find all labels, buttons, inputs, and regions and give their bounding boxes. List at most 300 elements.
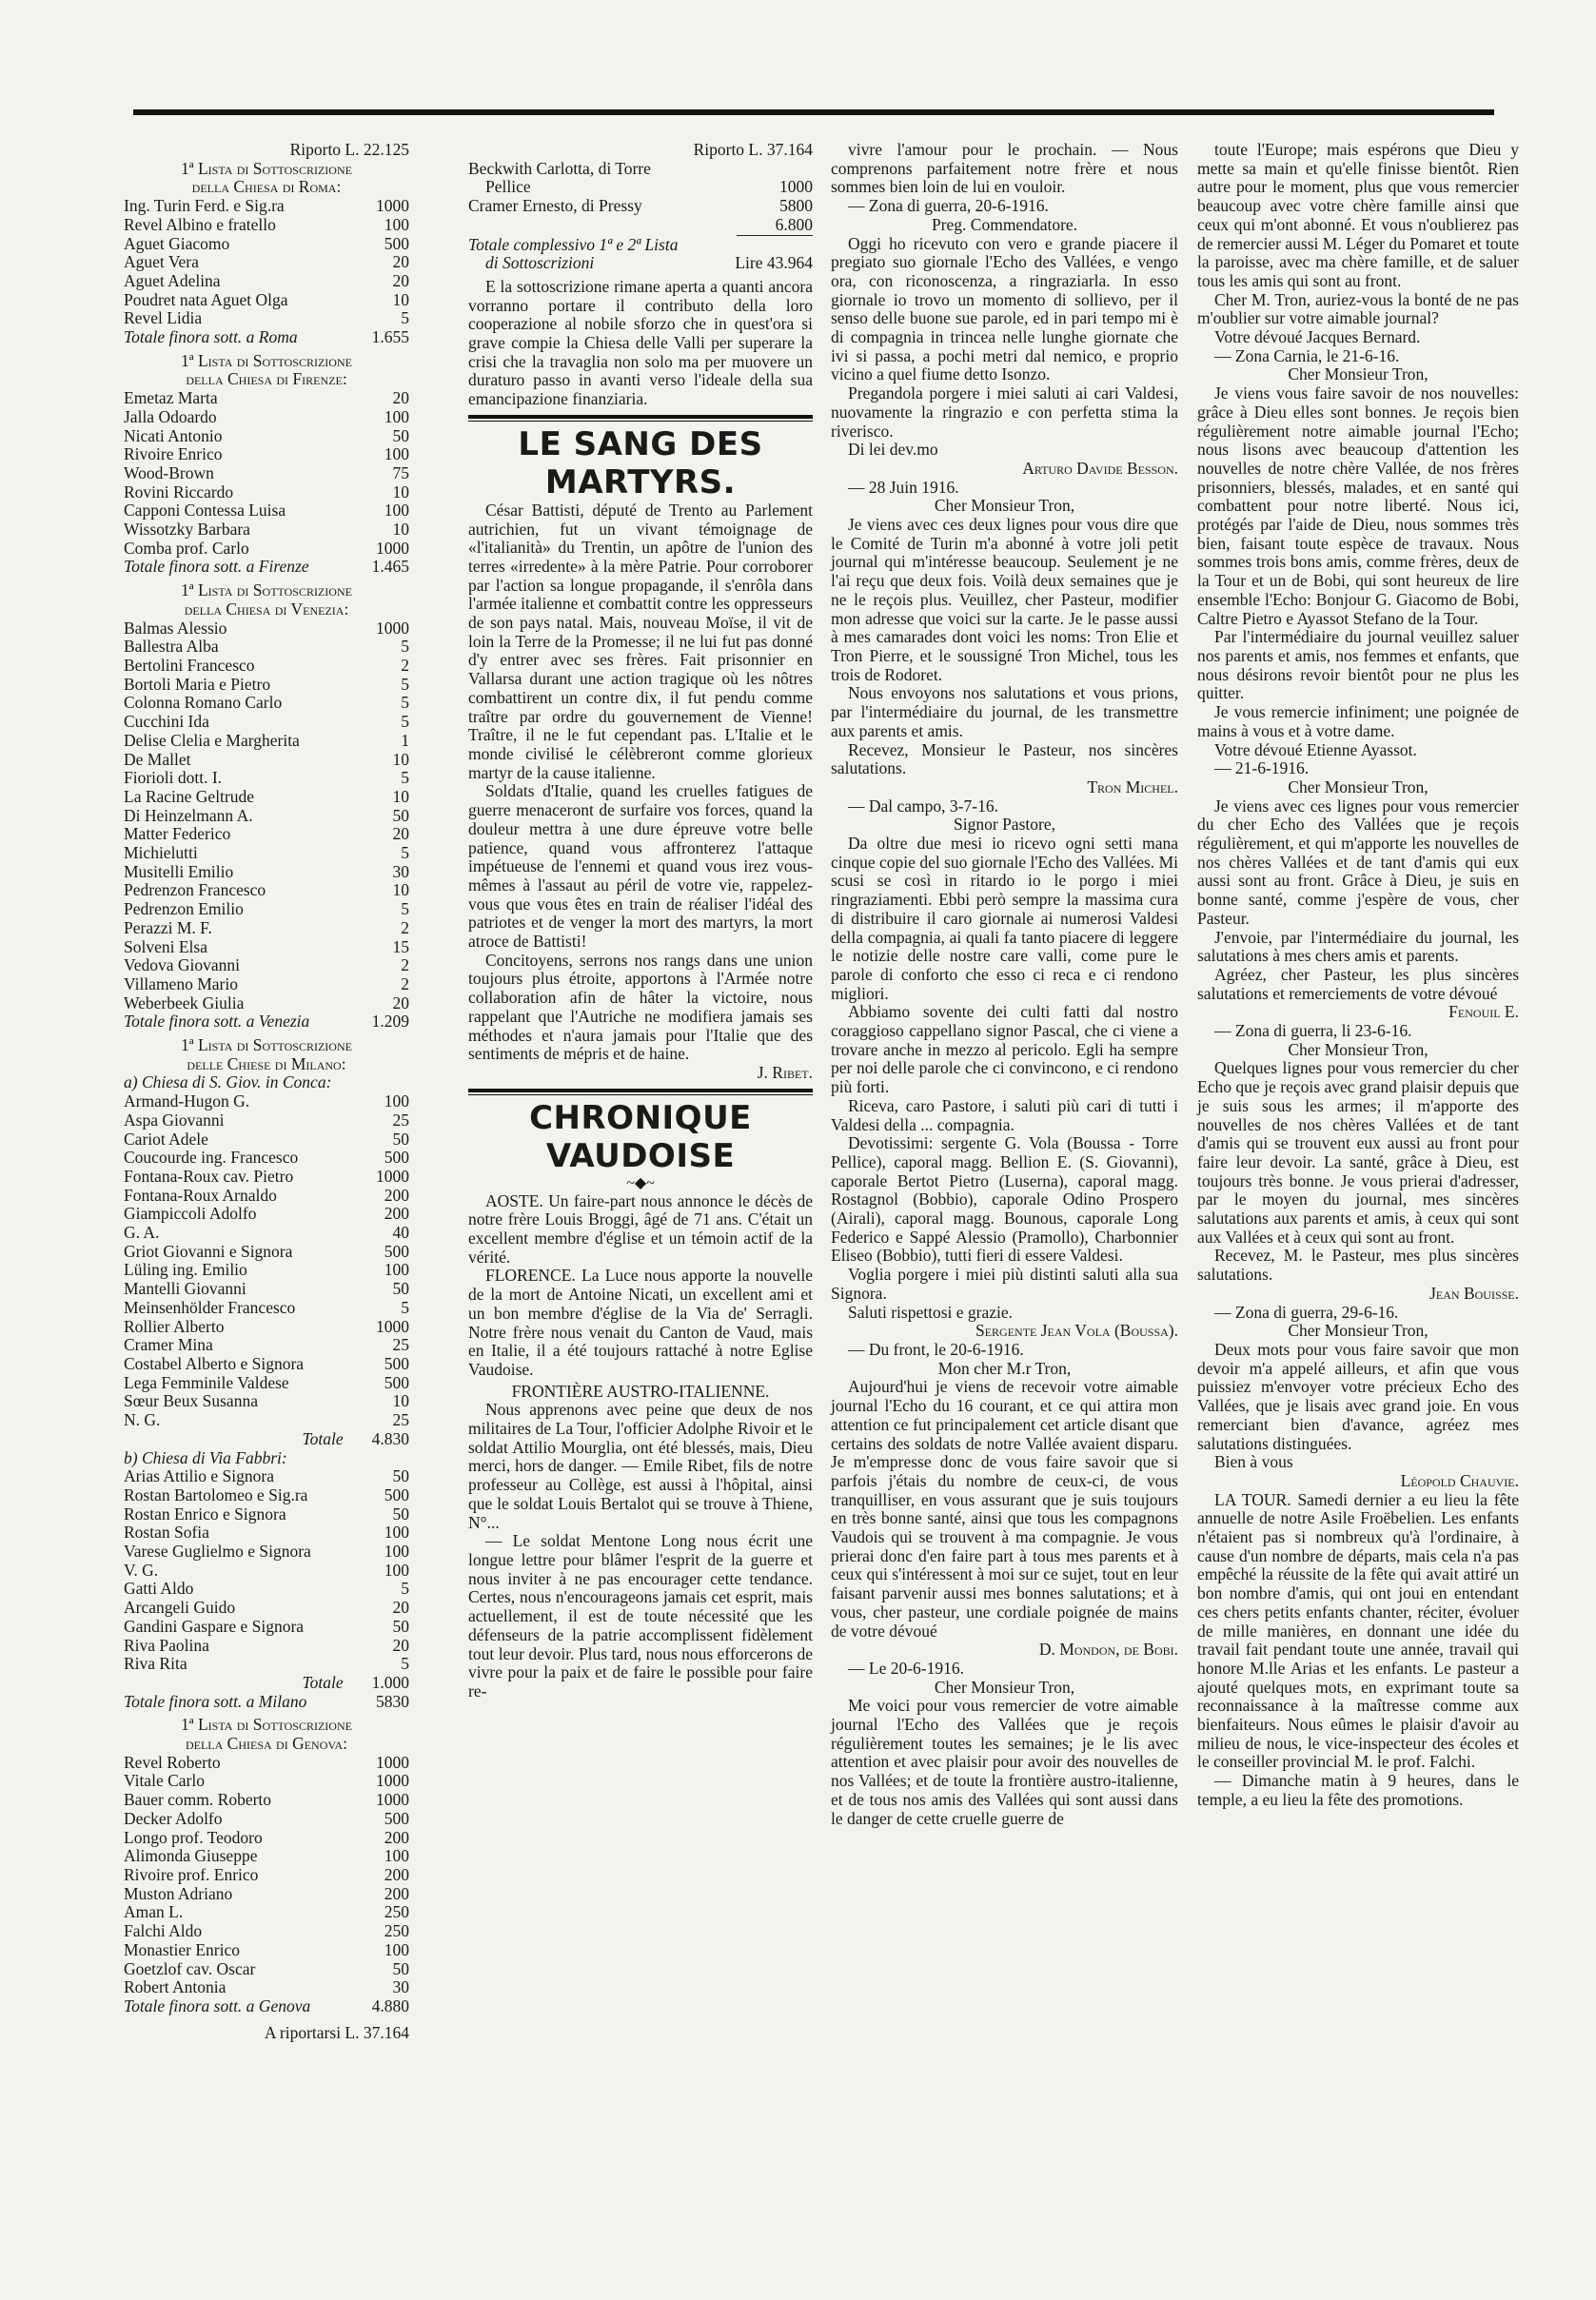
donor-name: Bortoli Maria e Pietro [124, 674, 271, 694]
total-value: 1.465 [371, 557, 409, 577]
sub-church-b: b) Chiesa di Via Fabbri: [124, 1447, 287, 1467]
letter-line: — Dimanche matin à 9 heures, dans le temple, a eu lieu la fête des promotions. [1197, 1771, 1519, 1809]
letter-line: Cher Monsieur Tron, [934, 1677, 1075, 1697]
letter-line: — Le 20-6-1916. [848, 1658, 964, 1678]
donor-name: Mantelli Giovanni [124, 1279, 246, 1299]
subscription-row [124, 769, 409, 788]
donation-amount: 10 [392, 289, 409, 309]
donor-name: Pellice [485, 177, 531, 197]
donation-amount: 5 [401, 843, 409, 863]
donor-name: Pedrenzon Emilio [124, 899, 244, 919]
donor-name: Comba prof. Carlo [124, 538, 249, 558]
letter-line: Abbiamo sovente dei culti fatti dal nostro coraggioso cappellano signor Pascal, che ci viene a trovare anche in mezzo al pericolo. Egli ha sempre per noi delle parole che ci convincono, e ci rendono più forti. [831, 1002, 1178, 1097]
subscription-row [124, 464, 409, 483]
subscription-row [124, 619, 409, 639]
donor-name: Capponi Contessa Luisa [124, 501, 286, 521]
donation-amount: 100 [384, 1542, 409, 1562]
subscription-row [468, 160, 813, 179]
letter-line: — Dal campo, 3-7-16. [848, 796, 998, 816]
subscription-row [124, 1299, 409, 1318]
donation-amount: 100 [384, 1560, 409, 1580]
donation-amount: 25 [392, 1110, 409, 1130]
donation-amount: 500 [384, 1148, 409, 1168]
letter-line: — Zona di guerra, 29-6-16. [1214, 1302, 1399, 1322]
letter-line: Cher Monsieur Tron, [1288, 1039, 1429, 1059]
donation-amount: 50 [392, 425, 409, 445]
paragraph: FLORENCE. La Luce nous apporte la nouvelle de la mort de Antoine Nicati, un excellent ami et un bon membre d'église de la Via de' Serragli. Notre frère nous venait du Canton de Vaud, mais en Italie, il a été toujours rattaché à notre Eglise Vaudoise. [468, 1266, 813, 1379]
donor-name: Gatti Aldo [124, 1579, 194, 1599]
donor-name: Lüling ing. Emilio [124, 1260, 247, 1280]
sang-signature: J. Ribet. [757, 1062, 813, 1082]
subscription-row [124, 540, 409, 559]
letter-line: Recevez, M. le Pasteur, mes plus sincères salutations. [1197, 1246, 1519, 1285]
donor-name: La Racine Geltrude [124, 786, 255, 806]
letter-line: Cher M. Tron, auriez-vous la bonté de ne pas m'oublier sur votre aimable journal? [1197, 289, 1519, 328]
letter-line: Mon cher M.r Tron, [937, 1358, 1072, 1378]
donor-name: Pedrenzon Francesco [124, 880, 266, 900]
frontiere-title: FRONTIÈRE AUSTRO-ITALIENNE. [511, 1381, 770, 1401]
donation-amount: 200 [384, 1185, 409, 1205]
subscription-row [124, 1618, 409, 1637]
donor-name: Meinsenhölder Francesco [124, 1297, 296, 1317]
donation-amount: 500 [384, 1354, 409, 1373]
subscription-row [124, 1392, 409, 1411]
letter-line: Recevez, Monsieur le Pasteur, nos sincères salutations. [831, 739, 1178, 778]
donation-amount: 100 [384, 1091, 409, 1111]
list-title: 1ª Lista di Sottoscrizione [181, 350, 352, 370]
list-title: 1ª Lista di Sottoscrizione [181, 580, 352, 600]
list-total [124, 1012, 409, 1032]
donation-amount: 1000 [779, 177, 813, 197]
donation-amount: 50 [392, 1466, 409, 1486]
donor-name: Poudret nata Aguet Olga [124, 289, 288, 309]
total-label: Totale [302, 1672, 344, 1692]
subscription-row [468, 178, 813, 197]
letter-line: Me voici pour vous remercier de votre aimable journal l'Echo des Vallées que je reçois régulièrement toutes les semaines; je le lis avec attention et avec plaisir pour avoir des nouvelles de nos Vallées; et de toute la frontière austro-italienne, et de tous nos amis des Vallées qui sont aussi dans le danger de cette cruelle guerre de [831, 1696, 1178, 1828]
donation-amount: 10 [392, 749, 409, 769]
sang-body [468, 501, 813, 1064]
donor-name: Emetaz Marta [124, 388, 218, 408]
subscription-row [124, 713, 409, 732]
subscription-row [124, 1903, 409, 1922]
subscription-row [124, 956, 409, 975]
list-total [124, 1430, 409, 1449]
list-church: della Chiesa di Venezia: [184, 599, 349, 619]
subscription-row [124, 1187, 409, 1206]
donor-name: Wissotzky Barbara [124, 520, 250, 540]
paragraph: AOSTE. Un faire-part nous annonce le décès de notre frère Louis Broggi, âgé de 71 ans. C'était un excellent membre d'église et un témoin actif de la vérité. [468, 1190, 813, 1267]
letter-line: Da oltre due mesi io ricevo ogni setti mana cinque copie del suo giornale l'Echo des Vallées. Mi scusi se così in ritardo io le porgo i miei ringraziamenti. Ebbi però sempre la massima cura di distribuire il caro giornale ai numerosi Valdesi della compagnia, ai quali fa tanto piacere di leggere le notizie delle nostre care valli, come pure le parole di conforto che esso ci reca e ci rendono migliori. [831, 834, 1178, 1003]
subscription-row [124, 253, 409, 272]
donor-name: Jalla Odoardo [124, 406, 217, 426]
subscription-row [124, 900, 409, 919]
donor-name: Costabel Alberto e Signora [124, 1354, 305, 1373]
donation-amount: 50 [392, 1616, 409, 1636]
total-label: Totale finora sott. a Venezia [124, 1012, 310, 1032]
paragraph: Soldats d'Italie, quand les cruelles fatigues de guerre menaceront de surfaire vos forces, quand la douleur mettra à une dure épreuve votre belle patience, quand vous affronterez l'attaque impétueuse de l'ennemi et quand vous irez vous-mêmes à l'assaut au péril de votre vie, rappelez-vous que vous êtes en train de réaliser l'idéal des patriotes et de venger la mort des martyrs, la mort atroce de Battisti! [468, 781, 813, 952]
donation-amount: 10 [392, 520, 409, 540]
subscription-row [124, 1111, 409, 1130]
donor-name: Aguet Vera [124, 252, 199, 272]
donation-amount: 5800 [779, 196, 813, 216]
subscription-row [124, 521, 409, 540]
donation-amount: 5 [401, 1579, 409, 1599]
letter-line: Votre dévoué Jacques Bernard. [1214, 327, 1421, 347]
subscription-row [124, 309, 409, 328]
subscription-row [124, 1754, 409, 1773]
letter-line: Pregandola porgere i miei saluti ai cari Valdesi, nuovamente la ringrazio e con perfetta stima la riverisco. [831, 383, 1178, 441]
donor-name: Michielutti [124, 843, 198, 863]
donor-name: Perazzi M. F. [124, 917, 212, 937]
subscription-row [124, 1318, 409, 1337]
donor-name: G. A. [124, 1223, 160, 1243]
ornament: ~◆~ [626, 1174, 655, 1191]
donor-name: Aman L. [124, 1902, 184, 1922]
total-value: 1.000 [371, 1672, 409, 1692]
donation-amount: 200 [384, 1883, 409, 1903]
donor-name: Giampiccoli Adolfo [124, 1204, 257, 1224]
donation-amount: 200 [384, 1204, 409, 1224]
list-total [124, 558, 409, 577]
donor-name: Longo prof. Teodoro [124, 1827, 263, 1847]
subscription-row [124, 751, 409, 770]
subscription-row [124, 1280, 409, 1299]
letter-line: Signor Pastore, [954, 815, 1055, 835]
donation-amount: 5 [401, 899, 409, 919]
donor-name: Robert Antonia [124, 1977, 227, 1997]
letter-line: Voglia porgere i miei più distinti saluti alla sua Signora. [831, 1265, 1178, 1303]
donor-name: Cariot Adele [124, 1129, 208, 1149]
donation-amount: 500 [384, 1484, 409, 1504]
donor-name: Fiorioli dott. I. [124, 768, 223, 788]
subscription-row [124, 197, 409, 216]
donor-name: Ballestra Alba [124, 637, 219, 657]
subscription-row [124, 1922, 409, 1941]
subscription-row [124, 1791, 409, 1810]
subscription-row [124, 1355, 409, 1374]
donor-name: Ing. Turin Ferd. e Sig.ra [124, 196, 285, 216]
donor-name: Villameno Mario [124, 973, 238, 993]
subscription-row [124, 1810, 409, 1829]
donation-amount: 20 [392, 252, 409, 272]
donation-amount: 1000 [376, 618, 409, 638]
donation-amount: 10 [392, 482, 409, 501]
letter-line: Je viens vous faire savoir de nos nouvelles: grâce à Dieu elles sont bonnes. Je reçois bien régulièrement notre aimable journal l'Echo; nous lisons avec beaucoup d'attention les nouvelles de notre chère Vallée, de nos frères prisonniers, blessés, malades, et en santé qui combattent pour notre liberté. Nous ici, protégés par l'aide de Dieu, nous sommes très bien, faisant toute espèce de travaux. Nous sommes trois bons amis, comme frères, deux de la Tour et un de Bobi, qui sont heureux de lire ensemble l'Echo: Bonjour G. Giacomo de Bobi, Caltre Pietro e Ayassot Stefano de la Tour. [1197, 383, 1519, 628]
donor-name: Rivoire prof. Enrico [124, 1864, 259, 1884]
letter-line: Je viens avec ces lignes pour vous remercier du cher Echo des Vallées que je reçois régulièrement, et qui m'apporte les nouvelles de nos chères Vallées et de tant d'amis qui eux aussi sont au front. Grâce à Dieu, je suis en bonne santé, comme j'espère de vous, cher Pasteur. [1197, 796, 1519, 928]
total-label: Totale finora sott. a Genova [124, 1995, 311, 2015]
donor-name: Rostan Enrico e Signora [124, 1504, 286, 1524]
donor-name: Delise Clelia e Margherita [124, 730, 300, 750]
donation-amount: 20 [392, 993, 409, 1012]
donor-name: Lega Femminile Valdese [124, 1372, 289, 1392]
donor-name: Weberbeek Giulia [124, 993, 245, 1012]
donation-amount: 1000 [376, 1166, 409, 1186]
donor-name: Bauer comm. Roberto [124, 1790, 272, 1810]
letter-line: Jean Bouisse. [1429, 1283, 1519, 1303]
donation-amount: 250 [384, 1902, 409, 1922]
subscription-row [124, 389, 409, 408]
letter-line: Riceva, caro Pastore, i saluti più cari di tutti i Valdesi della ... compagnia. [831, 1095, 1178, 1134]
subscription-row [124, 445, 409, 464]
subscription-row [124, 1524, 409, 1543]
donation-amount: 25 [392, 1410, 409, 1430]
donor-name: Revel Roberto [124, 1752, 221, 1772]
chronique-body [468, 1192, 813, 1380]
letter-line: Tron Michel. [1087, 776, 1178, 796]
donor-name: Decker Adolfo [124, 1808, 223, 1828]
donation-amount: 500 [384, 1808, 409, 1828]
col2-rows [468, 160, 813, 216]
letter-line: Fenouil E. [1448, 1002, 1519, 1022]
donation-amount: 20 [392, 824, 409, 844]
subscription-row [124, 694, 409, 713]
letter-line: — Zona di guerra, li 23-6-16. [1214, 1021, 1412, 1041]
donation-amount: 50 [392, 1504, 409, 1524]
a-riportarsi: A riportarsi L. 37.164 [264, 2022, 409, 2042]
letter-line: Je vous remercie infiniment; une poignée de mains à vous et à votre dame. [1197, 702, 1519, 740]
letter-line: Léopold Chauvie. [1400, 1470, 1519, 1490]
sub-church-a: a) Chiesa di S. Giov. in Conca: [124, 1072, 332, 1092]
letter-line: Cher Monsieur Tron, [1288, 1321, 1429, 1341]
donor-name: Fontana-Roux Arnaldo [124, 1185, 277, 1205]
donor-name: Monastier Enrico [124, 1939, 240, 1959]
donor-name: Bertolini Francesco [124, 655, 255, 675]
donation-amount: 5 [401, 674, 409, 694]
donor-name: Rollier Alberto [124, 1316, 225, 1336]
subscription-row [124, 975, 409, 994]
frontiere-body [468, 1401, 813, 1700]
subscription-row [124, 1941, 409, 1960]
paragraph: — Le soldat Mentone Long nous écrit une longue lettre pour blâmer l'esprit de la guerre et nous inviter à ne pas encourager cette tendance. Certes, nous n'encourageons jamais cet esprit, mais actuellement, il est de toute nécessité que les défenseurs de la patrie accomplissent fidèlement tout leur devoir. Plus tard, nous nous efforcerons de vivre pour la paix et de faire le possible pour faire re- [468, 1531, 813, 1700]
donor-name: Rostan Bartolomeo e Sig.ra [124, 1484, 308, 1504]
letter-line: Di lei dev.mo [848, 440, 938, 460]
subscription-row [124, 216, 409, 235]
donation-amount: 2 [401, 917, 409, 937]
donor-name: V. G. [124, 1560, 159, 1580]
subscription-row [124, 1486, 409, 1505]
donation-amount: 5 [401, 1297, 409, 1317]
total-label: Totale finora sott. a Milano [124, 1691, 307, 1711]
donation-amount: 500 [384, 233, 409, 253]
letter-line: Deux mots pour vous faire savoir que mon devoir m'a appelé ailleurs, et afin que vous puissiez m'envoyer votre précieux Echo des Vallées, que je lisais avec grand joie. En vous remerciant bien d'avance, agréez mes salutations distinguées. [1197, 1340, 1519, 1453]
donation-amount: 100 [384, 444, 409, 464]
donor-name: Vedova Giovanni [124, 955, 240, 975]
donor-name: Goetzlof cav. Oscar [124, 1958, 256, 1978]
subscription-row [124, 1092, 409, 1111]
letter-line: Devotissimi: sergente G. Vola (Boussa - Torre Pellice), caporal magg. Bellion E. (S. Giovanni), caporale Bertot Pietro (Luserna), caporal magg. Rostagnol (Bobbio), caporale Odino Prospero (Airali), caporal magg. Bounous, caporale Long Federico e Sappé Alessio (Pramollo), Charbonnier Eliseo (Bobbio), tutti fieri di essere Valdesi. [831, 1133, 1178, 1266]
donation-amount: 500 [384, 1241, 409, 1261]
donation-amount: 10 [392, 880, 409, 900]
subscription-row [124, 427, 409, 446]
donor-name: Solveni Elsa [124, 936, 207, 956]
totale-complessivo: Totale complessivo 1ª e 2ª Lista [468, 234, 679, 254]
letter-line: — Zona Carnia, le 21-6-16. [1214, 345, 1400, 365]
donation-amount: 200 [384, 1827, 409, 1847]
subscription-row [124, 825, 409, 844]
subscription-row [124, 1637, 409, 1656]
donation-amount: 10 [392, 1391, 409, 1411]
list-total [124, 1693, 409, 1712]
subscription-row [124, 1411, 409, 1430]
list-title: 1ª Lista di Sottoscrizione [181, 158, 352, 178]
subscription-row [124, 994, 409, 1013]
donation-amount: 75 [392, 462, 409, 482]
donor-name: Coucourde ing. Francesco [124, 1148, 299, 1168]
donation-amount: 2 [401, 973, 409, 993]
donor-name: Aguet Giacomo [124, 233, 230, 253]
donation-amount: 20 [392, 270, 409, 290]
letter-line: Aujourd'hui je viens de recevoir votre aimable journal l'Echo du 16 courant, et ce qui attira mon attention ce fut principalement cet article disant que certains des soldats de notre Vallée avaient disparu. Je m'empresse donc de vous faire savoir que si parfois j'étais du nombre de ceux-ci, de vous tranquilliser, en vous assurant que je suis toujours en très bonne santé, ainsi que tous les compagnons Vaudois qui se trouvent à ma compagnie. Je vous prierai donc d'en faire part à tous mes parents et à ceux qui s'intéressent à moi sur ce sujet, tout en leur faisant parvenir aussi mes bonnes salutations; et à vous, cher pasteur, une cordiale poignée de mains de votre dévoué [831, 1377, 1178, 1641]
donor-name: Fontana-Roux cav. Pietro [124, 1166, 294, 1186]
section-rule [468, 415, 813, 422]
chronique-title: CHRONIQUE VAUDOISE [529, 1098, 752, 1175]
donation-amount: 30 [392, 1977, 409, 1997]
donation-amount: 100 [384, 1939, 409, 1959]
donor-name: Rivoire Enrico [124, 444, 223, 464]
donor-name: Varese Guglielmo e Signora [124, 1542, 311, 1562]
letter-line: Je viens avec ces deux lignes pour vous dire que le Comité de Turin m'a abonné à votre joli petit journal qui m'intéresse beaucoup. Seulement je ne l'ai reçu que deux fois. Voilà deux semaines que je ne le reçois plus. Veuillez, cher Pasteur, modifier mon adresse que voici sur la carte. Je le passe aussi à mes camarades dont voici les noms: Tron Elie et Tron Pierre, et le soussigné Tron Michel, tous les trois de Rodoret. [831, 515, 1178, 684]
donor-name: N. G. [124, 1410, 161, 1430]
letter-line: Arturo Davide Besson. [1022, 458, 1178, 478]
subscription-row [124, 657, 409, 676]
donor-name: Rostan Sofia [124, 1523, 209, 1543]
total-value: 4.880 [371, 1995, 409, 2015]
column-2 [468, 141, 813, 1701]
subscription-row [124, 1205, 409, 1224]
letter-line: Cher Monsieur Tron, [1288, 776, 1429, 796]
donor-name: Arcangeli Guido [124, 1598, 236, 1618]
subscription-row [124, 676, 409, 695]
letter-line: Oggi ho ricevuto con vero e grande piacere il pregiato suo giornale l'Echo des Vallées, e vengo ora, con riconoscenza, a ringraziarla. In esso giornale io trovo un momento di sollievo, per il senso delle buone sue parole, ed in pari tempo mi è di compagnia in trincea nelle lunghe giornate che ivi si passa, a pochi metri dal nemico, e proprio vicino a quel fiume detto Isonzo. [831, 233, 1178, 384]
subscription-lists [124, 160, 409, 2016]
letter-line: — Du front, le 20-6-1916. [848, 1340, 1024, 1359]
donor-name: Nicati Antonio [124, 425, 223, 445]
subtotal: 6.800 [737, 216, 813, 236]
total-value: 5830 [376, 1691, 409, 1711]
total-label: Totale [302, 1428, 344, 1448]
donor-name: Alimonda Giuseppe [124, 1846, 258, 1866]
donation-amount: 1000 [376, 1790, 409, 1810]
letter-line: toute l'Europe; mais espérons que Dieu y mette sa main et qu'elle finisse bientôt. Rien autre pour le moment, plus que vous remercier beaucoup avec votre chère famille ainsi que ceux qui m'ont abonné. Et vous n'oublierez pas de remercier aussi M. Léger du Pomaret et toute la paroisse, avec ma chère famille, et de saluer tous les amis qui sont au front. [1197, 140, 1519, 290]
donor-name: Wood-Brown [124, 462, 214, 482]
column-1 [124, 141, 409, 2042]
donation-amount: 50 [392, 1279, 409, 1299]
subscription-row [124, 1505, 409, 1524]
subscription-row [124, 1261, 409, 1280]
section-rule-2 [468, 1089, 813, 1095]
donation-amount: 25 [392, 1335, 409, 1355]
subscription-row [124, 919, 409, 938]
subscription-row [124, 483, 409, 502]
donation-amount: 100 [384, 1260, 409, 1280]
donor-name: Riva Paolina [124, 1635, 209, 1655]
subscription-row [124, 1336, 409, 1355]
letter-line: J'envoie, par l'intermédiaire du journal, les salutations à mes chers amis et parents. [1197, 927, 1519, 966]
subscription-row [124, 1960, 409, 1979]
donation-amount: 100 [384, 406, 409, 426]
donor-name: Beckwith Carlotta, di Torre [468, 158, 651, 178]
subscription-row [124, 788, 409, 807]
donation-amount: 50 [392, 1958, 409, 1978]
donation-amount: 15 [392, 936, 409, 956]
subscription-row [124, 1562, 409, 1581]
column-3 [831, 141, 1178, 1828]
donation-amount: 5 [401, 768, 409, 788]
donor-name: Aspa Giovanni [124, 1110, 225, 1130]
donor-name: Cucchini Ida [124, 712, 209, 732]
subscription-row [124, 1224, 409, 1243]
letter-line: Par l'intermédiaire du journal veuillez saluer nos parents et amis, nos femmes et enfants, que nous désirons revoir bientôt pour ne plus les quitter. [1197, 627, 1519, 703]
donation-amount: 500 [384, 1372, 409, 1392]
donor-name: Revel Albino e fratello [124, 214, 276, 234]
donation-amount: 100 [384, 214, 409, 234]
donation-amount: 200 [384, 1864, 409, 1884]
donor-name: Riva Rita [124, 1654, 187, 1674]
donation-amount: 5 [401, 712, 409, 732]
letter-line: Saluti rispettosi e grazie. [848, 1302, 1014, 1322]
letter-line: Cher Monsieur Tron, [1288, 364, 1429, 384]
subscription-row [124, 1885, 409, 1904]
letter-line: vivre l'amour pour le prochain. — Nous comprenons parfaitement notre frère et nous sommes bien loin de lui en vouloir. [831, 140, 1178, 197]
subscription-row [124, 1130, 409, 1150]
letter-line: Nous envoyons nos salutations et vous prions, par l'intermédiaire du journal, de les transmettre aux parents et amis. [831, 683, 1178, 740]
subscription-row [124, 1580, 409, 1599]
total-label: Totale finora sott. a Roma [124, 327, 298, 347]
subscription-row [124, 938, 409, 957]
subscription-row [124, 1829, 409, 1848]
donation-amount: 1 [401, 730, 409, 750]
letter-line: — 28 Juin 1916. [848, 477, 959, 497]
total-value: 4.830 [371, 1428, 409, 1448]
subscription-row [124, 1149, 409, 1168]
subscription-row [124, 638, 409, 657]
donation-amount: 2 [401, 655, 409, 675]
letter-line: Preg. Commendatore. [931, 214, 1078, 234]
donation-amount: 5 [401, 637, 409, 657]
sottoscrizione-aperta: E la sottoscrizione rimane aperta a quanti ancora vorranno portare il contributo della loro cooperazione al nobile sforzo che in quest'ora si grave compie la Chiesa delle Valli per superare la crisi che la travaglia non solo ma per muovere un duraturo passo in avanti verso l'ideale della sua emancipazione finanziaria. [468, 276, 813, 409]
letter-line: Quelques lignes pour vous remercier du cher Echo que je reçois avec grand plaisir depuis que je suis sous les armes; il m'apporte des nouvelles de nos chères Vallées et de tant d'amis qui se trouvent eux aussi au front pour faire leur devoir. La santé, grâce à Dieu, est toujours très bonne. Je vous prierai d'adresser, par le moyen du journal, mes sincères salutations aux parents et amis, à ceux qui sont aux Vallées et à ceux qui sont au front. [1197, 1058, 1519, 1247]
list-church: della Chiesa di Firenze: [186, 369, 347, 389]
letter-line: Sergente Jean Vola (Boussa). [975, 1321, 1178, 1341]
letter-line: — 21-6-1916. [1214, 758, 1310, 778]
subscription-row [124, 844, 409, 863]
paragraph: César Battisti, député de Trento au Parlement autrichien, fut un vivant témoignage de «l'italianità» du Trentin, un apôtre de l'union des terres «irredente» à la mère Patrie. Pour corroborer par l'action sa longue propagande, il s'enrôla dans l'armée italienne et combattit contre les oppresseurs de son pays natal. Mais, nouveau Moïse, il vit de loin la Terre de la Promesse; il ne lui fut pas donné d'y entrer avec ses frères. Fait prisonnier en Vallarsa durant une action tragique où les nôtres combattirent un contre dix, il fut pendu comme traître par ordre du gouvernement de Vienne! Traître, il ne le fut cependant pas. L'Italie et le monde civilisé le célèbreront comme glorieux martyr de la cause italienne. [468, 500, 813, 782]
subscription-row [124, 1847, 409, 1866]
donor-name: Cramer Ernesto, di Pressy [468, 196, 642, 216]
subscription-row [124, 1467, 409, 1486]
riporto: Riporto L. 22.125 [289, 140, 409, 159]
donation-amount: 100 [384, 1846, 409, 1866]
donation-amount: 1000 [376, 196, 409, 216]
subscription-row [124, 235, 409, 254]
letter-line: LA TOUR. Samedi dernier a eu lieu la fête annuelle de notre Asile Froëbelien. Les enfants n'étaient pas si nombreux qu'à l'ordinaire, à cause d'un nombre de départs, mais cela n'a pas empêché la réussite de la fête qui avait attiré un bon nombre d'amis, qui ont joui en entendant ces chers petits enfants chanter, réciter, évoluer de mille manières, en donnant une idée du travail fait pendant toute une année, travail qui honore M.lle Arias et les enfants. Le pasteur a ajouté quelques mots, en exprimant toute sa reconnaissance à la maîtresse comme aux bienfaiteurs. Nous eûmes le plaisir d'avoir au milieu de nous, le vice-inspecteur des écoles et le conseiller provincial M. le prof. Falchi. [1197, 1489, 1519, 1772]
donor-name: Aguet Adelina [124, 270, 221, 290]
donation-amount: 100 [384, 1523, 409, 1543]
top-rule [133, 109, 1494, 115]
total-value: 1.209 [371, 1012, 409, 1032]
subscription-row [124, 272, 409, 291]
donation-amount: 2 [401, 955, 409, 975]
donation-amount: 20 [392, 1598, 409, 1618]
subscription-row [124, 291, 409, 310]
sang-title: LE SANG DES MARTYRS. [518, 424, 763, 501]
donation-amount: 50 [392, 1129, 409, 1149]
list-title: 1ª Lista di Sottoscrizione [181, 1035, 352, 1055]
donor-name: Muston Adriano [124, 1883, 233, 1903]
letter-line: Cher Monsieur Tron, [934, 496, 1075, 516]
donation-amount: 1000 [376, 1771, 409, 1791]
